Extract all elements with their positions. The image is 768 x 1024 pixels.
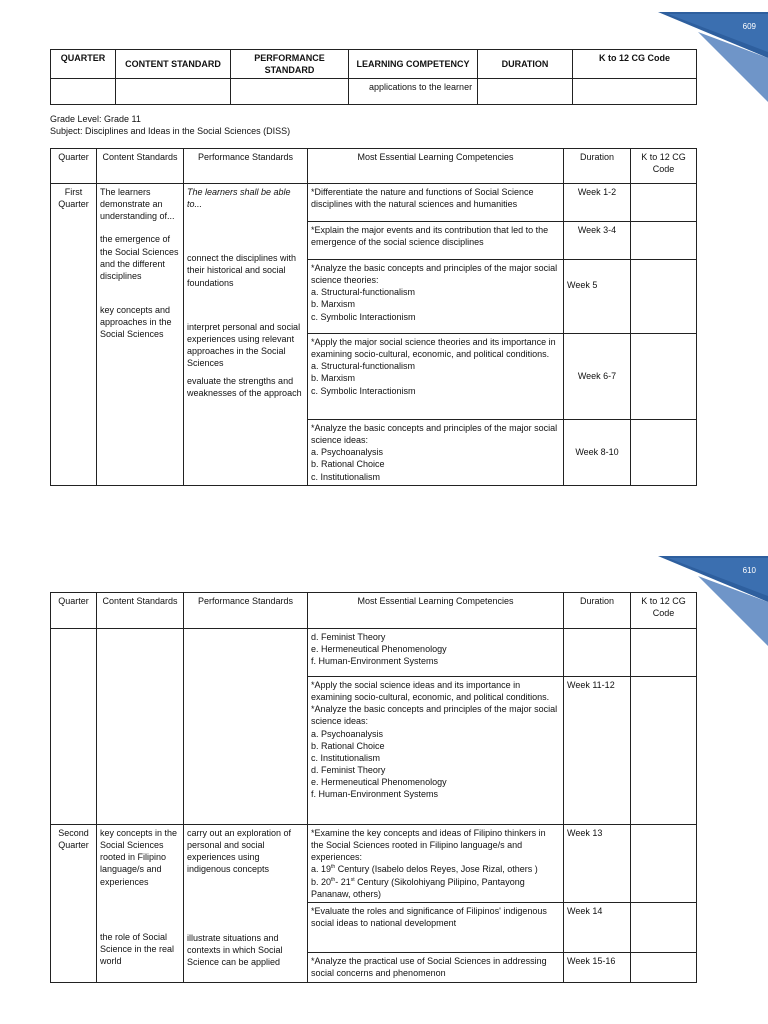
performance-standards-cell (184, 825, 308, 983)
quarter-cell: Second Quarter (51, 825, 97, 983)
performance-exploration: carry out an exploration of personal and social experiences using indigenous concepts (187, 828, 292, 875)
performance-intro: The learners shall be able to... (187, 187, 291, 210)
melc-row-2 (308, 222, 564, 260)
cg-code-row-3 (631, 260, 697, 334)
cg-code-row-5 (631, 420, 697, 486)
performance-interpret: interpret personal and social experiences using relevant approaches in the Social Sciences (187, 321, 301, 369)
melc-row-continued (308, 629, 564, 677)
duration-week-15-16: Week 15-16 (564, 952, 631, 982)
melc-line: *Apply the major social science theories and its importance in examining socio-cultural, economic, and political conditions. (311, 337, 556, 360)
duration-week-14: Week 14 (564, 902, 631, 952)
content-standards-cell (97, 825, 184, 983)
cg-code-row-4 (631, 334, 697, 420)
melc-line: *Apply the social science ideas and its importance in examining socio-cultural, economic, and political conditions. (311, 680, 550, 703)
header-cg-code: K to 12 CG Code (631, 593, 697, 629)
melc-line: c. Symbolic Interactionism (311, 385, 416, 396)
performance-evaluate: evaluate the strengths and weaknesses of the approach (187, 376, 302, 399)
header-performance-standards: Performance Standards (184, 149, 308, 184)
diss-table-q2 (50, 592, 697, 983)
header-cg-code: K to 12 CG Code (573, 50, 697, 79)
performance-connect: connect the disciplines with their historical and social foundations (187, 253, 297, 288)
melc-line: a. Psychoanalysis (311, 447, 384, 458)
melc-line: *Analyze the basic concepts and principles of the major social science ideas: (311, 704, 558, 727)
duration-row-1: Week 1-2 (564, 184, 631, 222)
melc-line: b. Marxism (311, 373, 356, 384)
header-performance-standard: PERFORMANCE STANDARD (231, 50, 349, 79)
page-number: 609 (742, 22, 756, 31)
melc-line: f. Human-Environment Systems (311, 789, 439, 800)
header-quarter: QUARTER (51, 50, 116, 79)
melc-row-4 (308, 334, 564, 420)
duration-row-4: Week 6-7 (564, 334, 631, 420)
header-content-standards: Content Standards (97, 149, 184, 184)
header-content-standards: Content Standards (97, 593, 184, 629)
melc-line: b. Rational Choice (311, 740, 385, 751)
header-duration: Duration (564, 149, 631, 184)
subject: Subject: Disciplines and Ideas in the Social Sciences (DISS) (50, 126, 291, 136)
duration-row-3: Week 5 (564, 260, 631, 334)
duration-row-2: Week 3-4 (564, 222, 631, 260)
melc-row-apply-ideas (308, 677, 564, 825)
melc-line: a. Psychoanalysis (311, 728, 384, 739)
content-emergence: the emergence of the Social Sciences and the different disciplines (100, 234, 179, 281)
content-role-social-science: the role of Social Science in the real world (100, 931, 175, 966)
melc-line: d. Feminist Theory (311, 764, 386, 775)
header-quarter: Quarter (51, 593, 97, 629)
content-key-concepts: key concepts and approaches in the Social Sciences (100, 304, 172, 340)
content-key-concepts-filipino: key concepts in the Social Sciences rooted in Filipino language/s and experiences (100, 828, 178, 887)
melc-row-examine (308, 825, 564, 903)
melc-row-evaluate: *Evaluate the roles and significance of Filipinos' indigenous social ideas to national development (308, 902, 564, 952)
header-cg-code: K to 12 CG Code (631, 149, 697, 184)
melc-line: *Examine the key concepts and ideas of Filipino thinkers in the Social Sciences rooted in Filipino language/s and experiences: (311, 828, 546, 863)
header-quarter: Quarter (51, 149, 97, 184)
header-performance-standards: Performance Standards (184, 593, 308, 629)
melc-line: c. Institutionalism (311, 752, 381, 763)
melc-line: e. Hermeneutical Phenomenology (311, 644, 447, 655)
melc-line: *Analyze the basic concepts and principles of the major social science theories: (311, 263, 558, 286)
melc-line: f. Human-Environment Systems (311, 656, 439, 667)
melc-text: *Differentiate the nature and functions of Social Science disciplines with the natural sciences and humanities (311, 187, 534, 210)
melc-line-20th: b. 20th- 21st Century (Sikolohiyang Pilipino, Pantayong Pananaw, others) (311, 876, 525, 899)
melc-row-3 (308, 260, 564, 334)
melc-line: *Analyze the basic concepts and principles of the major social science ideas: (311, 423, 558, 446)
quarter-cell: First Quarter (51, 184, 97, 486)
duration-week-11-12: Week 11-12 (564, 677, 631, 825)
melc-line: b. Rational Choice (311, 459, 385, 470)
melc-row-5 (308, 420, 564, 486)
header-learning-competency: LEARNING COMPETENCY (349, 50, 478, 79)
continued-text: applications to the learner (349, 79, 478, 105)
content-standards-cell (97, 184, 184, 486)
melc-line: c. Symbolic Interactionism (311, 311, 416, 322)
duration-week-13: Week 13 (564, 825, 631, 903)
diss-table-q1 (50, 148, 697, 486)
header-melc: Most Essential Learning Competencies (308, 149, 564, 184)
cg-code-row-2 (631, 222, 697, 260)
grade-level: Grade Level: Grade 11 (50, 114, 141, 124)
performance-illustrate: illustrate situations and contexts in which Social Science can be applied (187, 932, 283, 967)
duration-row-5: Week 8-10 (564, 420, 631, 486)
melc-line: d. Feminist Theory (311, 632, 386, 642)
page-number: 610 (742, 566, 756, 575)
header-duration: Duration (564, 593, 631, 629)
melc-line: c. Institutionalism (311, 471, 381, 482)
header-duration: DURATION (478, 50, 573, 79)
header-melc: Most Essential Learning Competencies (308, 593, 564, 629)
melc-line: a. Structural-functionalism (311, 361, 416, 372)
melc-text: *Explain the major events and its contribution that led to the emergence of the social science disciplines (311, 225, 549, 248)
continuation-table (50, 49, 697, 105)
melc-line: e. Hermeneutical Phenomenology (311, 777, 447, 788)
content-intro: The learners demonstrate an understanding of... (100, 187, 175, 222)
melc-line: a. Structural-functionalism (311, 287, 416, 298)
melc-row-practical-use: *Analyze the practical use of Social Sciences in addressing social concerns and phenomenon (308, 952, 564, 982)
header-content-standard: CONTENT STANDARD (116, 50, 231, 79)
cg-code-row-1 (631, 184, 697, 222)
melc-row-1 (308, 184, 564, 222)
melc-line-19th: a. 19th Century (Isabelo delos Reyes, Jose Rizal, others ) (311, 864, 538, 875)
melc-line: b. Marxism (311, 299, 356, 310)
performance-standards-cell (184, 184, 308, 486)
